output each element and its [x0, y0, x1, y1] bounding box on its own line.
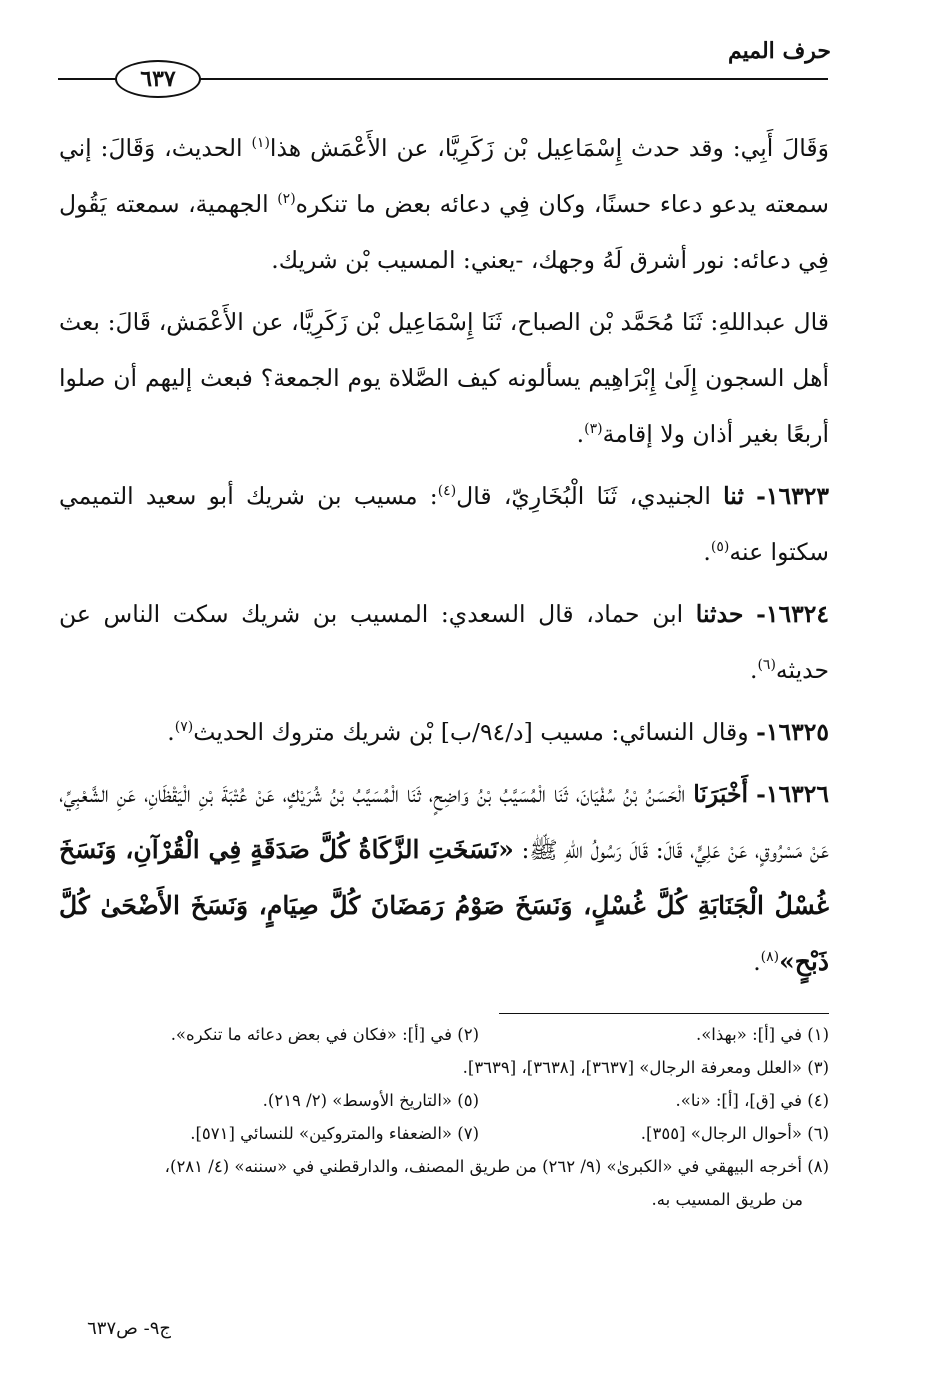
footnote-7: (٧) «الضعفاء والمتروكين» للنسائي [٥٧١]. [190, 1124, 479, 1143]
footnote-2: (٢) في [أ]: «فكان في بعض دعائه ما تنكره». [170, 1025, 479, 1044]
entry-16323 [59, 468, 829, 580]
entry-text: الجنيدي، ثَنَا الْبُخَارِيّ، قال [456, 482, 724, 510]
footnote-3: (٣) «العلل ومعرفة الرجال» [٣٦٣٧]، [٣٦٣٨]، [٣٦٣٩]. [462, 1058, 829, 1077]
paragraph-1 [59, 120, 829, 288]
transmission-term: ثنا [723, 482, 744, 510]
main-text [59, 120, 829, 996]
running-title: حرف الميم [727, 38, 831, 64]
p1-text-2: الحديث، وَقَالَ: إني سمعته يدعو دعاء حسنًا، وكان فِي دعائه بعض ما تنكره [59, 134, 829, 218]
entry-text-2: : مسيب بن شريك أبو سعيد التميمي سكتوا عنه [59, 482, 829, 566]
footnote-row [59, 1018, 829, 1051]
footnote-ref-5: (٥) [710, 539, 730, 556]
footnote-ref-2: (٢) [277, 191, 296, 208]
hadith-text: «نَسَخَتِ الزَّكَاةُ كُلَّ صَدَقَةٍ فِي الْقُرْآنِ، وَنَسَخَ غُسْلُ الْجَنَابَةِ كُلَّ غُسْلٍ، وَنَسَخَ صَوْمُ رَمَضَانَ كُلَّ صِيَامٍ، وَنَسَخَ الأَضْحَىٰ كُلَّ ذَبْحٍ» [59, 835, 829, 976]
entry-16325 [59, 704, 829, 760]
footnote-8-continued: من طريق المسيب به. [651, 1190, 803, 1209]
paragraph-2 [59, 294, 829, 462]
footnote-ref-1: (١) [251, 135, 270, 152]
entry-end: . [703, 538, 711, 566]
p1-text: وَقَالَ أَبِي: وقد حدث إِسْمَاعِيل بْن زَكَرِيَّا، عن الأَعْمَش هذا [269, 134, 829, 162]
footnote-1: (١) في [أ]: «بهذا». [695, 1025, 829, 1044]
footnote-row [59, 1117, 829, 1150]
entry-end: . [749, 656, 758, 684]
p2-text: قال عبداللهِ: ثَنَا مُحَمَّد بْن الصباح، ثَنَا إِسْمَاعِيل بْن زَكَرِيَّا، عن الأَعْمَش، قَالَ: بعث أهل السجون إِلَىٰ إِبْرَاهِيم يسألونه كيف الصَّلاة يوم الجمعة؟ فبعث إليهم أن صلوا أربعًا بغير أذان ولا إقامة [59, 308, 829, 448]
entry-number: ١٦٣٢٤- [756, 600, 829, 628]
footnote-row [59, 1084, 829, 1117]
transmission-term: أَخْبَرَنَا [693, 780, 749, 808]
entry-text: ابن حماد، قال السعدي: المسيب بن شريك سكت الناس عن حديثه [59, 600, 829, 684]
footnote-4: (٤) في [ق]، [أ]: «نا». [675, 1091, 829, 1110]
entry-end: . [167, 718, 175, 746]
volume-page-signature: ج٩- ص٦٣٧ [87, 1318, 171, 1339]
entry-text: وقال النسائي: مسيب [د/٩٤/ب] بْن شريك متروك الحديث [193, 718, 757, 746]
footnote-ref-4: (٤) [437, 483, 457, 500]
footnote-rule [499, 1013, 829, 1014]
footnotes [59, 1018, 829, 1216]
isnad-text: الْحَسَنُ بْنُ سُفْيَانَ، ثَنَا الْمُسَيَّبُ بْنُ وَاضِحٍ، ثَنَا الْمُسَيَّبُ بْنُ شُرَيْكٍ، عَنْ عُتْبَةَ بْنِ الْيَقْظَانِ، عَنِ الشَّعْبِيِّ، عَنْ مَسْرُوقٍ، عَنْ عَلِيٍّ، قَالَ: قَالَ رَسُولُ اللهِ ﷺ: [59, 780, 829, 864]
transmission-term: حدثنا [695, 600, 744, 628]
footnote-ref-8: (٨) [760, 949, 780, 966]
page-number-oval: ٦٣٧ [115, 60, 201, 98]
footnote-ref-3: (٣) [584, 421, 603, 438]
footnote-ref-6: (٦) [757, 657, 776, 674]
entry-end: . [753, 948, 761, 976]
p2-end: . [576, 420, 585, 448]
entry-number: ١٦٣٢٣- [756, 482, 829, 510]
footnote-8: (٨) أخرجه البيهقي في «الكبرىٰ» (٩/ ٢٦٢) من طريق المصنف، والدارقطني في «سننه» (٤/ ٢٨١)، [164, 1157, 829, 1176]
footnote-ref-7: (٧) [174, 719, 194, 736]
entry-number: ١٦٣٢٥- [756, 718, 829, 746]
p1-text-3: الجهمية، سمعته يَقُول فِي دعائه: نور أشرق لَهُ وجهك، -يعني: المسيب بْن شريك. [59, 190, 829, 274]
entry-16326 [59, 766, 829, 990]
entry-16324 [59, 586, 829, 698]
footnote-5: (٥) «التاريخ الأوسط» (٢/ ٢١٩). [262, 1091, 479, 1110]
footnote-6: (٦) «أحوال الرجال» [٣٥٥]. [640, 1124, 829, 1143]
entry-number: ١٦٣٢٦- [756, 780, 829, 808]
